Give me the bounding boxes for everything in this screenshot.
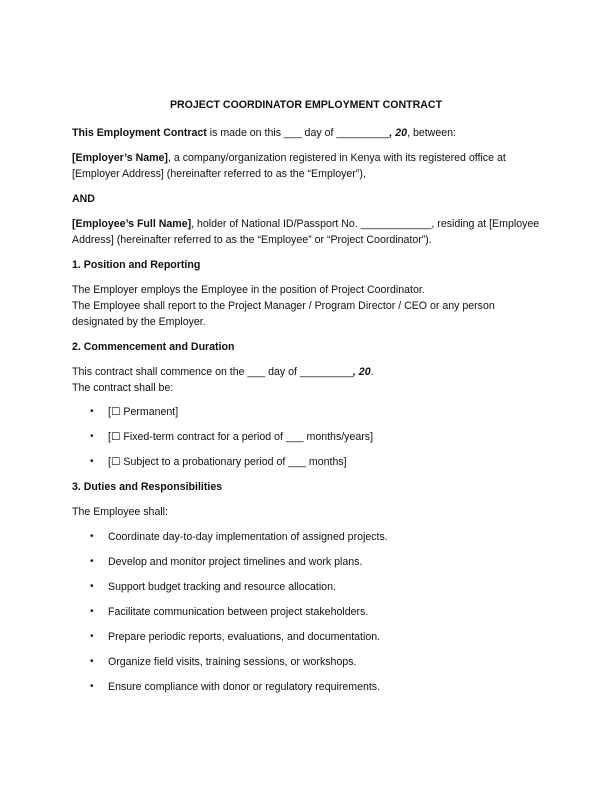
bullet-icon: • xyxy=(90,581,94,592)
duty-text: Facilitate communication between project stakeholders. xyxy=(108,606,369,618)
option-label: [☐ Subject to a probationary period of ___ months] xyxy=(108,456,347,468)
section-1-body xyxy=(72,282,540,330)
section-1-heading: 1. Position and Reporting xyxy=(72,259,201,271)
section-2-line-2: The contract shall be: xyxy=(72,382,174,394)
contract-page xyxy=(72,97,540,704)
list-item xyxy=(72,429,540,445)
employer-name: [Employer’s Name] xyxy=(72,152,168,164)
list-item xyxy=(72,679,540,695)
bullet-icon: • xyxy=(90,431,94,442)
duty-text: Ensure compliance with donor or regulatory requirements. xyxy=(108,681,381,693)
section-2-year: , 20 xyxy=(352,366,371,378)
employee-paragraph xyxy=(72,216,540,248)
option-label: [☐ Permanent] xyxy=(108,406,179,418)
section-3-heading: 3. Duties and Responsibilities xyxy=(72,481,223,493)
list-item xyxy=(72,604,540,620)
list-item xyxy=(72,579,540,595)
duty-text: Organize field visits, training sessions, or workshops. xyxy=(108,656,357,668)
bullet-icon: • xyxy=(90,531,94,542)
bullet-icon: • xyxy=(90,606,94,617)
option-label: [☐ Fixed-term contract for a period of ___ months/years] xyxy=(108,431,374,443)
and-label: AND xyxy=(72,193,95,205)
bullet-icon: • xyxy=(90,631,94,642)
section-2-heading: 2. Commencement and Duration xyxy=(72,341,235,353)
section-3-intro: The Employee shall: xyxy=(72,506,168,518)
section-1-line-1: The Employer employs the Employee in the position of Project Coordinator. xyxy=(72,284,425,296)
intro-text: is made on this ___ day of _________ xyxy=(206,127,390,139)
bullet-icon: • xyxy=(90,456,94,467)
list-item xyxy=(72,404,540,420)
bullet-icon: • xyxy=(90,681,94,692)
list-item xyxy=(72,654,540,670)
intro-year: , 20 xyxy=(389,127,408,139)
contract-type-options xyxy=(72,404,540,470)
bullet-icon: • xyxy=(90,406,94,417)
employer-text: , a company/organization registered in Kenya with its registered office at [Employer Address] (hereinafter referred to as the “Employer”), xyxy=(72,152,506,180)
section-2-line-1: This contract shall commence on the ___ day of _________ xyxy=(72,366,353,378)
intro-bold: This Employment Contract xyxy=(72,127,207,139)
duty-text: Coordinate day-to-day implementation of assigned projects. xyxy=(108,531,388,543)
section-2-line-1-end: . xyxy=(370,366,374,378)
list-item xyxy=(72,529,540,545)
list-item xyxy=(72,629,540,645)
duty-text: Develop and monitor project timelines and work plans. xyxy=(108,556,363,568)
duty-text: Prepare periodic reports, evaluations, and documentation. xyxy=(108,631,381,643)
bullet-icon: • xyxy=(90,656,94,667)
section-2-body xyxy=(72,364,540,396)
intro-paragraph xyxy=(72,125,540,141)
document-title: PROJECT COORDINATOR EMPLOYMENT CONTRACT xyxy=(169,99,443,111)
intro-text-end: , between: xyxy=(407,127,456,139)
list-item xyxy=(72,554,540,570)
employer-paragraph xyxy=(72,150,540,182)
duty-text: Support budget tracking and resource allocation. xyxy=(108,581,336,593)
employee-text: , holder of National ID/Passport No. ____________, residing at [Employee Address] (hereinafter referred to as the “Employee” or “Project Coordinator”). xyxy=(72,218,540,246)
list-item xyxy=(72,454,540,470)
section-1-line-2: The Employee shall report to the Project Manager / Program Director / CEO or any person designated by the Employer. xyxy=(72,300,495,328)
employee-name: [Employee’s Full Name] xyxy=(72,218,192,230)
bullet-icon: • xyxy=(90,556,94,567)
duties-list xyxy=(72,529,540,695)
